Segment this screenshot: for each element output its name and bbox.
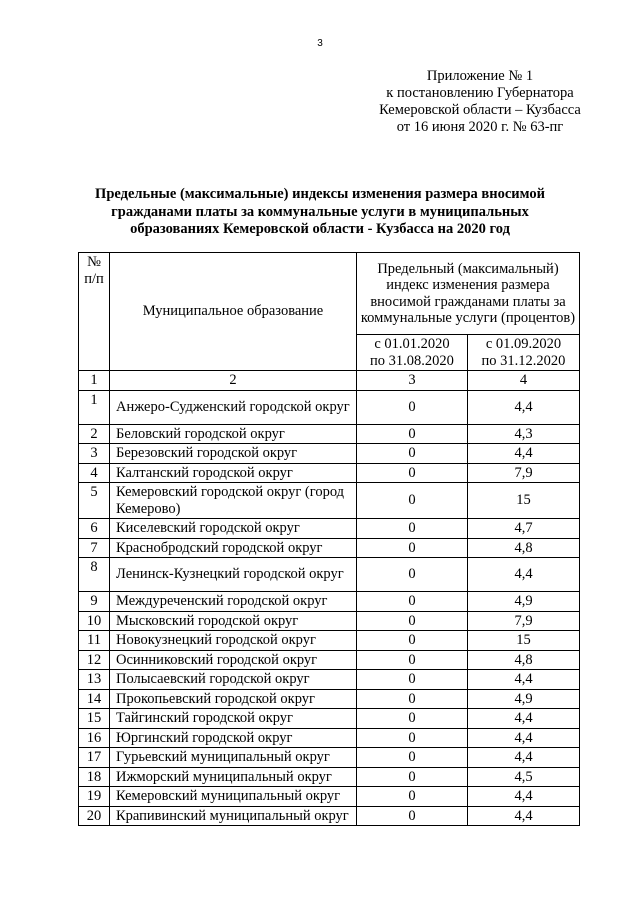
index-table [78,252,580,826]
municipality-name: Анжеро-Судженский городской округ [110,390,357,424]
index-period-2: 15 [468,631,580,651]
row-number: 12 [79,650,110,670]
appendix-block [360,68,600,136]
table-row [79,748,580,768]
table-row [79,689,580,709]
index-period-1: 0 [357,670,468,690]
index-period-1: 0 [357,483,468,519]
table-body [79,390,580,826]
column-number: 1 [79,371,110,391]
table-row [79,483,580,519]
row-number: 15 [79,709,110,729]
header-num-line: № [87,254,101,270]
index-period-1: 0 [357,728,468,748]
index-period-2: 4,4 [468,709,580,729]
index-period-2: 4,4 [468,390,580,424]
index-period-2: 4,8 [468,538,580,558]
municipality-name: Беловский городской округ [110,424,357,444]
index-period-2: 4,8 [468,650,580,670]
table-row [79,709,580,729]
table-row [79,787,580,807]
municipality-name: Юргинский городской округ [110,728,357,748]
municipality-name: Кемеровский городской округ (город Кемерово) [110,483,357,519]
appendix-line: к постановлению Губернатора [386,85,574,101]
municipality-name: Прокопьевский городской округ [110,689,357,709]
index-period-2: 4,5 [468,767,580,787]
title-line: гражданами платы за коммунальные услуги в муниципальных [111,203,529,220]
row-number: 14 [79,689,110,709]
index-period-1: 0 [357,689,468,709]
page-number: 3 [317,38,323,49]
row-number: 17 [79,748,110,768]
row-number: 4 [79,463,110,483]
index-period-2: 4,3 [468,424,580,444]
index-period-1: 0 [357,390,468,424]
index-period-1: 0 [357,611,468,631]
index-period-2: 7,9 [468,463,580,483]
row-number: 16 [79,728,110,748]
table-row [79,631,580,651]
header-period-1 [357,335,468,371]
table-row [79,592,580,612]
municipality-name: Киселевский городской округ [110,519,357,539]
index-period-1: 0 [357,424,468,444]
index-period-2: 4,4 [468,748,580,768]
index-period-1: 0 [357,558,468,592]
table-row [79,463,580,483]
municipality-name: Тайгинский городской округ [110,709,357,729]
index-period-1: 0 [357,650,468,670]
row-number: 8 [79,558,110,592]
index-period-1: 0 [357,787,468,807]
index-period-2: 7,9 [468,611,580,631]
index-period-1: 0 [357,592,468,612]
title-line: Предельные (максимальные) индексы изменения размера вносимой [95,186,545,202]
municipality-name: Полысаевский городской округ [110,670,357,690]
municipality-name: Новокузнецкий городской округ [110,631,357,651]
index-period-1: 0 [357,444,468,464]
municipality-name: Краснобродский городской округ [110,538,357,558]
row-number: 6 [79,519,110,539]
municipality-name: Междуреченский городской округ [110,592,357,612]
row-number: 18 [79,767,110,787]
index-period-2: 4,4 [468,444,580,464]
row-number: 1 [79,390,110,424]
row-number: 11 [79,631,110,651]
table-row [79,558,580,592]
header-num-line: п/п [84,270,104,287]
header-num [79,253,110,371]
appendix-line: от 16 июня 2020 г. № 63-пг [396,119,564,135]
period-line: с 01.01.2020 [374,336,450,352]
title-line: образованиях Кемеровской области - Кузбасса на 2020 год [130,221,510,237]
table-row [79,806,580,826]
column-number: 4 [468,371,580,391]
municipality-name: Крапивинский муниципальный округ [110,806,357,826]
row-number: 13 [79,670,110,690]
row-number: 10 [79,611,110,631]
index-period-1: 0 [357,767,468,787]
row-number: 2 [79,424,110,444]
municipality-name: Кемеровский муниципальный округ [110,787,357,807]
municipality-name: Мысковский городской округ [110,611,357,631]
header-index-group: Предельный (максимальный) индекс изменения размера вносимой гражданами платы за коммунальные услуги (процентов) [357,253,580,335]
index-period-2: 4,4 [468,558,580,592]
municipality-name: Гурьевский муниципальный округ [110,748,357,768]
municipality-name: Осинниковский городской округ [110,650,357,670]
municipality-name: Ижморский муниципальный округ [110,767,357,787]
index-period-2: 4,9 [468,689,580,709]
municipality-name: Ленинск-Кузнецкий городской округ [110,558,357,592]
column-number: 2 [110,371,357,391]
table-row [79,650,580,670]
table-row [79,444,580,464]
header-period-2 [468,335,580,371]
row-number: 9 [79,592,110,612]
column-number-row [79,371,580,391]
index-period-1: 0 [357,519,468,539]
row-number: 3 [79,444,110,464]
index-period-1: 0 [357,631,468,651]
table-row [79,424,580,444]
appendix-line: Приложение № 1 [426,68,534,84]
index-period-1: 0 [357,538,468,558]
period-line: по 31.12.2020 [481,352,566,369]
document-title [60,186,580,239]
municipality-name: Калтанский городской округ [110,463,357,483]
index-period-1: 0 [357,463,468,483]
period-line: по 31.08.2020 [370,352,454,369]
table-row [79,611,580,631]
header-municipality: Муниципальное образование [110,253,357,371]
index-period-1: 0 [357,748,468,768]
column-number: 3 [357,371,468,391]
table-header [79,253,580,391]
table-row [79,519,580,539]
index-period-1: 0 [357,709,468,729]
period-line: с 01.09.2020 [485,336,562,352]
table-row [79,767,580,787]
table-row [79,728,580,748]
index-period-2: 4,4 [468,806,580,826]
index-period-2: 4,4 [468,787,580,807]
municipality-name: Березовский городской округ [110,444,357,464]
table-row [79,538,580,558]
index-period-2: 4,9 [468,592,580,612]
row-number: 19 [79,787,110,807]
index-period-1: 0 [357,806,468,826]
index-period-2: 15 [468,483,580,519]
row-number: 5 [79,483,110,519]
table-row [79,670,580,690]
index-period-2: 4,4 [468,670,580,690]
row-number: 20 [79,806,110,826]
index-period-2: 4,4 [468,728,580,748]
index-period-2: 4,7 [468,519,580,539]
row-number: 7 [79,538,110,558]
appendix-line: Кемеровской области – Кузбасса [379,102,581,118]
table-row [79,390,580,424]
